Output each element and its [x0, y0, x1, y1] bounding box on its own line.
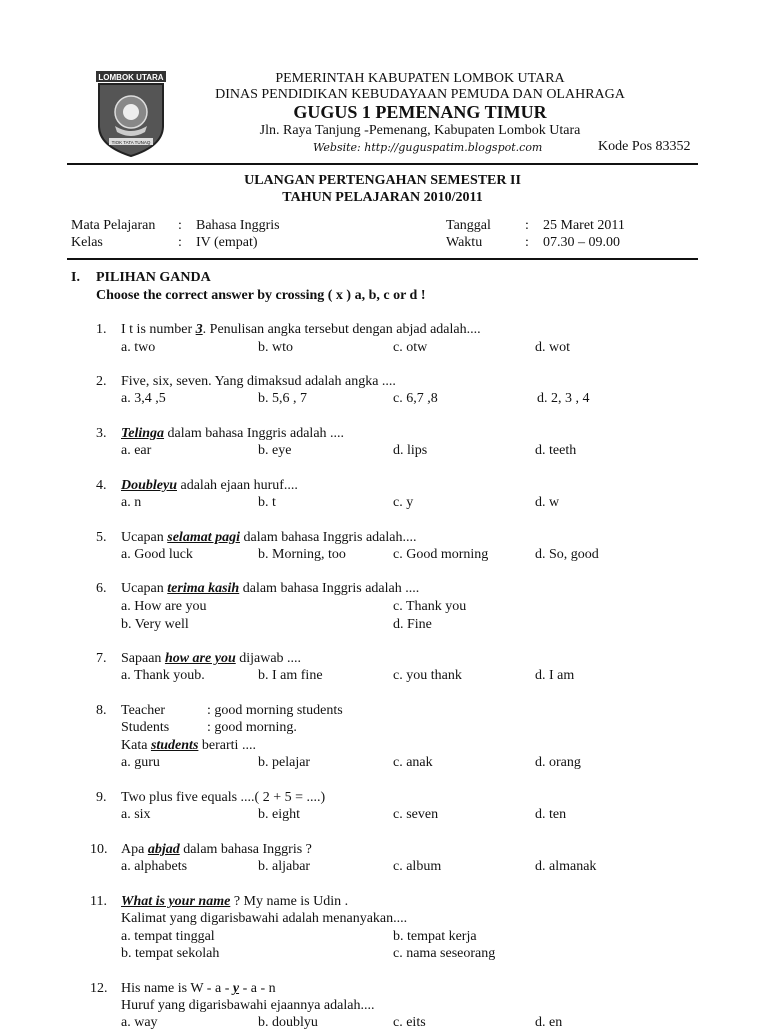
gov-line: PEMERINTAH KABUPATEN LOMBOK UTARA: [275, 71, 565, 86]
question-number: 1.: [96, 322, 107, 337]
school-cluster-title: GUGUS 1 PEMENANG TIMUR: [293, 102, 547, 122]
question-text: Kata students berarti ....: [121, 738, 256, 753]
colon: :: [178, 235, 182, 250]
question-text: Doubleyu adalah ejaan huruf....: [121, 478, 298, 493]
option-a[interactable]: a. two: [121, 340, 156, 355]
option-b[interactable]: b. wto: [258, 340, 293, 355]
question-text: Two plus five equals ....( 2 + 5 = ....): [121, 790, 326, 805]
option-d[interactable]: d. Fine: [393, 617, 432, 632]
option-a[interactable]: a. Thank youb.: [121, 668, 205, 683]
question-number: 4.: [96, 478, 107, 493]
question-number: 2.: [96, 374, 107, 389]
question-prompt: Kalimat yang digarisbawahi adalah menanyakan....: [121, 911, 408, 926]
option-b[interactable]: b. doublyu: [258, 1015, 318, 1030]
option-d[interactable]: d. So, good: [535, 547, 599, 562]
option-c[interactable]: c. Thank you: [393, 599, 467, 614]
option-a[interactable]: a. ear: [121, 443, 152, 458]
question-key-term: students: [150, 738, 199, 753]
question-number: 7.: [96, 651, 107, 666]
question-number: 5.: [96, 530, 107, 545]
question-key-term: abjad: [147, 842, 180, 857]
exam-title: ULANGAN PERTENGAHAN SEMESTER II: [244, 173, 521, 188]
question-text: Ucapan selamat pagi dalam bahasa Inggris adalah....: [121, 530, 417, 545]
colon: :: [178, 218, 182, 233]
option-b[interactable]: b. 5,6 , 7: [258, 391, 307, 406]
question-number: 10.: [90, 842, 108, 857]
option-c[interactable]: c. Good morning: [393, 547, 489, 562]
subject-value: Bahasa Inggris: [196, 218, 280, 233]
class-value: IV (empat): [196, 235, 258, 250]
option-c[interactable]: c. otw: [393, 340, 428, 355]
option-b[interactable]: b. eye: [258, 443, 292, 458]
question-text: His name is W - a - y - a - n: [121, 981, 276, 996]
question-prompt: Huruf yang digarisbawahi ejaannya adalah....: [121, 998, 375, 1013]
option-c[interactable]: c. eits: [393, 1015, 426, 1030]
option-a[interactable]: a. guru: [121, 755, 160, 770]
dialog-line: : good morning.: [207, 720, 297, 735]
option-b[interactable]: b. tempat sekolah: [121, 946, 220, 961]
lombok-utara-logo: [95, 70, 167, 158]
date-value: 25 Maret 2011: [543, 218, 625, 233]
question-text: Sapaan how are you dijawab ....: [121, 651, 302, 666]
option-a[interactable]: a. Good luck: [121, 547, 193, 562]
question-text: Ucapan terima kasih dalam bahasa Inggris adalah ....: [121, 581, 420, 596]
question-number: 3.: [96, 426, 107, 441]
question-key-term: 3: [195, 322, 203, 337]
option-a[interactable]: a. six: [121, 807, 151, 822]
option-d[interactable]: d. 2, 3 , 4: [537, 391, 590, 406]
logo-motto-text: TIOK TATA TUNAQ: [111, 140, 151, 145]
question-number: 11.: [90, 894, 107, 909]
option-a[interactable]: a. How are you: [121, 599, 207, 614]
option-c[interactable]: c. y: [393, 495, 414, 510]
option-a[interactable]: a. 3,4 ,5: [121, 391, 166, 406]
question-text: Apa abjad dalam bahasa Inggris ?: [121, 842, 312, 857]
option-c[interactable]: c. 6,7 ,8: [393, 391, 438, 406]
option-c[interactable]: c. anak: [393, 755, 433, 770]
question-number: 6.: [96, 581, 107, 596]
colon: :: [525, 235, 529, 250]
dialog-speaker: Teacher: [121, 703, 166, 718]
option-b[interactable]: b. aljabar: [258, 859, 311, 874]
logo-banner-text: LOMBOK UTARA: [98, 73, 164, 82]
info-divider: [67, 258, 698, 260]
subject-label: Mata Pelajaran: [71, 218, 156, 233]
website-link[interactable]: Website: http://guguspatim.blogspot.com: [313, 141, 543, 154]
header-divider: [67, 163, 698, 165]
option-d[interactable]: d. w: [535, 495, 560, 510]
class-label: Kelas: [71, 235, 103, 250]
academic-year: TAHUN PELAJARAN 2010/2011: [282, 190, 483, 205]
option-a[interactable]: a. alphabets: [121, 859, 188, 874]
option-c[interactable]: c. you thank: [393, 668, 462, 683]
option-b[interactable]: b. pelajar: [258, 755, 311, 770]
question-key-term: What is your name: [121, 894, 231, 909]
colon: :: [525, 218, 529, 233]
question-text: I t is number 3. Penulisan angka tersebut dengan abjad adalah....: [121, 322, 481, 337]
dialog-line: : good morning students: [207, 703, 343, 718]
question-text: Five, six, seven. Yang dimaksud adalah angka ....: [121, 374, 396, 389]
option-b[interactable]: b. Morning, too: [258, 547, 346, 562]
option-b[interactable]: b. t: [258, 495, 276, 510]
date-label: Tanggal: [446, 218, 491, 233]
option-b[interactable]: b. I am fine: [258, 668, 323, 683]
address-line: Jln. Raya Tanjung -Pemenang, Kabupaten Lombok Utara: [259, 123, 581, 138]
question-key-term: how are you: [164, 651, 236, 666]
question-number: 9.: [96, 790, 107, 805]
option-d[interactable]: d. en: [535, 1015, 563, 1030]
question-text: What is your name ? My name is Udin .: [121, 894, 349, 909]
question-key-term: Telinga: [121, 426, 165, 441]
option-b[interactable]: b. tempat kerja: [393, 929, 477, 944]
option-d[interactable]: d. ten: [535, 807, 567, 822]
question-number: 12.: [90, 981, 108, 996]
section-number: I.: [71, 270, 80, 285]
question-text: Telinga dalam bahasa Inggris adalah ....: [121, 426, 345, 441]
question-key-term: y: [232, 981, 240, 996]
time-value: 07.30 – 09.00: [543, 235, 620, 250]
section-instruction: Choose the correct answer by crossing ( x ) a, b, c or d !: [96, 288, 426, 303]
section-title: PILIHAN GANDA: [96, 270, 211, 285]
question-key-term: terima kasih: [167, 581, 240, 596]
option-d[interactable]: d. orang: [535, 755, 581, 770]
dialog-speaker: Students: [121, 720, 170, 735]
question-key-term: selamat pagi: [167, 530, 240, 545]
question-key-term: Doubleyu: [121, 478, 177, 493]
option-d[interactable]: d. almanak: [535, 859, 597, 874]
postcode: Kode Pos 83352: [598, 139, 691, 154]
option-d[interactable]: d. I am: [535, 668, 575, 683]
option-a[interactable]: a. way: [121, 1015, 158, 1030]
option-b[interactable]: b. Very well: [121, 617, 189, 632]
option-c[interactable]: d. lips: [393, 443, 428, 458]
option-c[interactable]: c. seven: [393, 807, 439, 822]
question-number: 8.: [96, 703, 107, 718]
option-a[interactable]: a. tempat tinggal: [121, 929, 215, 944]
option-b[interactable]: b. eight: [258, 807, 300, 822]
option-c[interactable]: c. nama seseorang: [393, 946, 496, 961]
option-d[interactable]: d. wot: [535, 340, 570, 355]
option-c[interactable]: c. album: [393, 859, 442, 874]
option-d[interactable]: d. teeth: [535, 443, 577, 458]
dept-line: DINAS PENDIDIKAN KEBUDAYAAN PEMUDA DAN OLAHRAGA: [215, 87, 625, 102]
option-a[interactable]: a. n: [121, 495, 142, 510]
time-label: Waktu: [446, 235, 483, 250]
